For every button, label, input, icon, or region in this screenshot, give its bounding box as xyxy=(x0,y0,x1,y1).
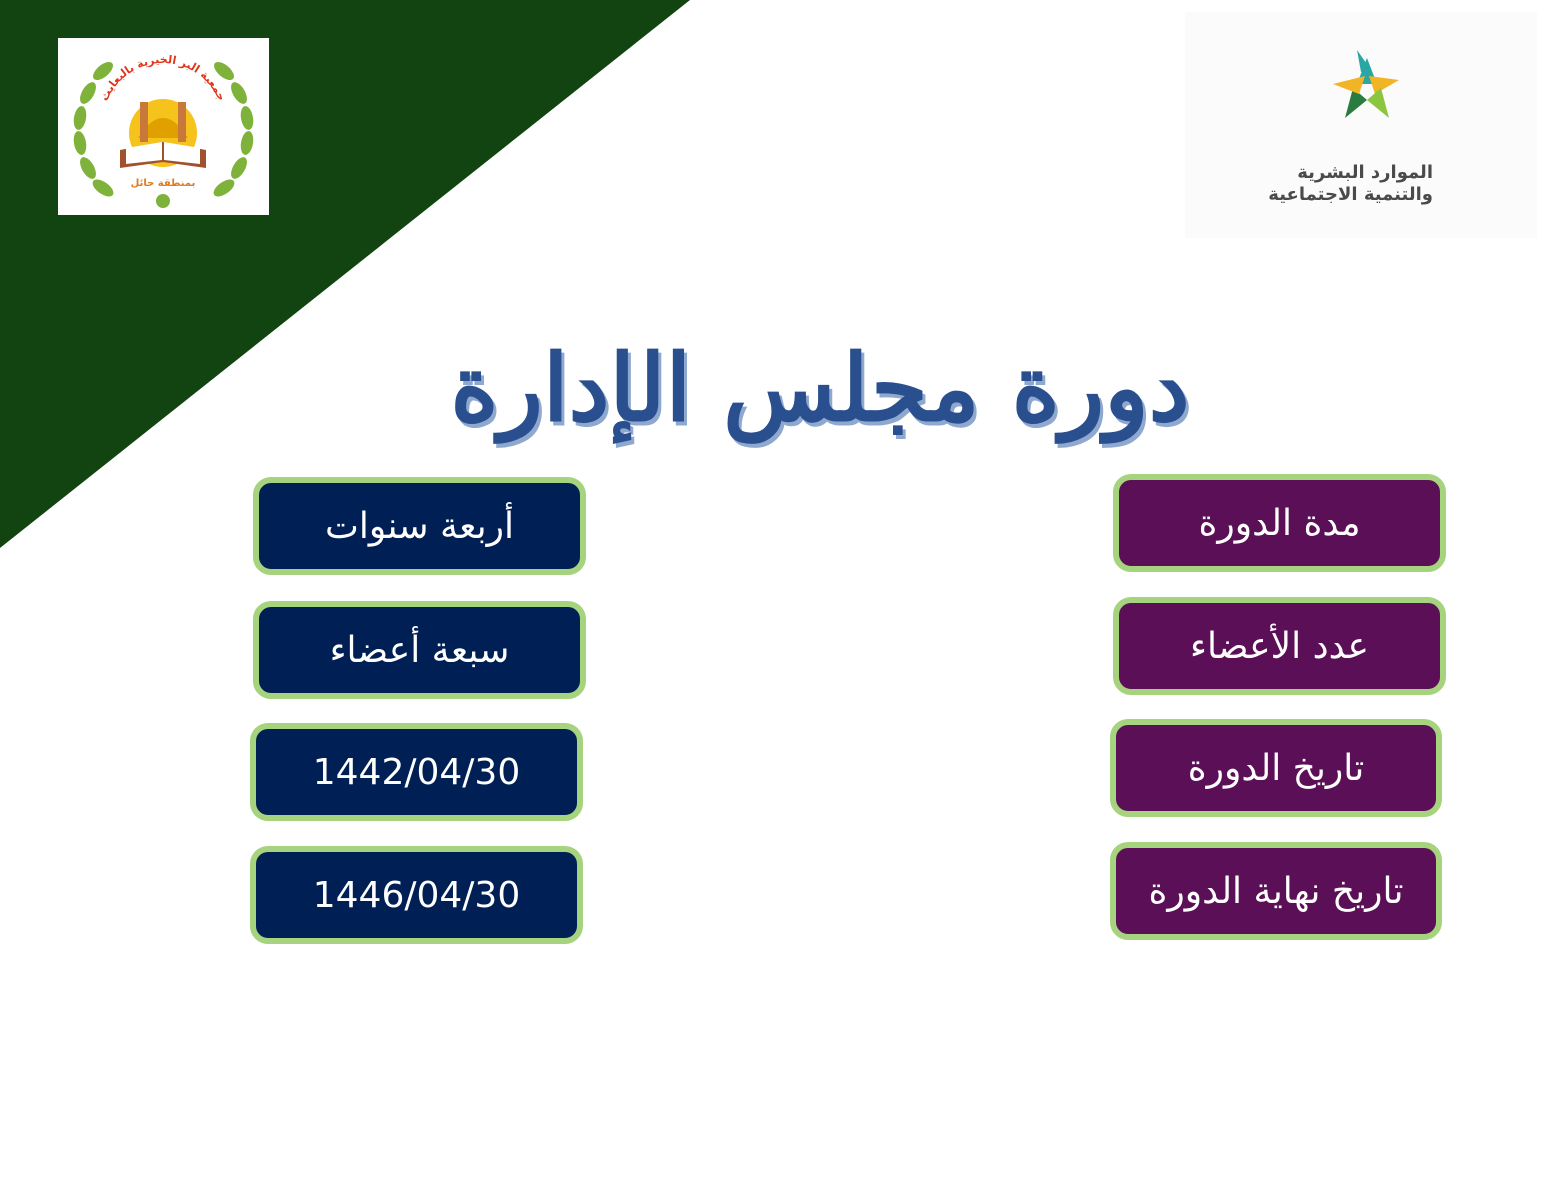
ministry-line-1: الموارد البشرية xyxy=(1297,162,1433,183)
ministry-logo xyxy=(1185,12,1537,238)
label-term-start-date: تاريخ الدورة xyxy=(1110,719,1442,817)
charity-logo-bottom-text: بمنطقة حائل xyxy=(130,178,196,189)
value-term-duration: أربعة سنوات xyxy=(253,477,586,575)
charity-logo-arc-text: جمعية البر الخيرية بالبعايث xyxy=(97,52,229,103)
value-term-end-date xyxy=(250,846,583,944)
value-term-start-date xyxy=(250,723,583,821)
value-term-start-date-text: 1442/04/30 xyxy=(312,751,521,793)
value-term-end-date-text: 1446/04/30 xyxy=(312,874,521,916)
charity-logo xyxy=(58,38,269,215)
label-term-end-date: تاريخ نهاية الدورة xyxy=(1110,842,1442,940)
page-title: دورة مجلس الإدارة xyxy=(450,334,1190,442)
ministry-line-2: والتنمية الاجتماعية xyxy=(1268,184,1433,205)
label-member-count: عدد الأعضاء xyxy=(1113,597,1446,695)
svg-text:جمعية البر الخيرية بالبعايث xyxy=(98,53,229,103)
value-member-count: سبعة أعضاء xyxy=(253,601,586,699)
ministry-logo-text xyxy=(1233,162,1433,206)
label-term-duration: مدة الدورة xyxy=(1113,474,1446,572)
